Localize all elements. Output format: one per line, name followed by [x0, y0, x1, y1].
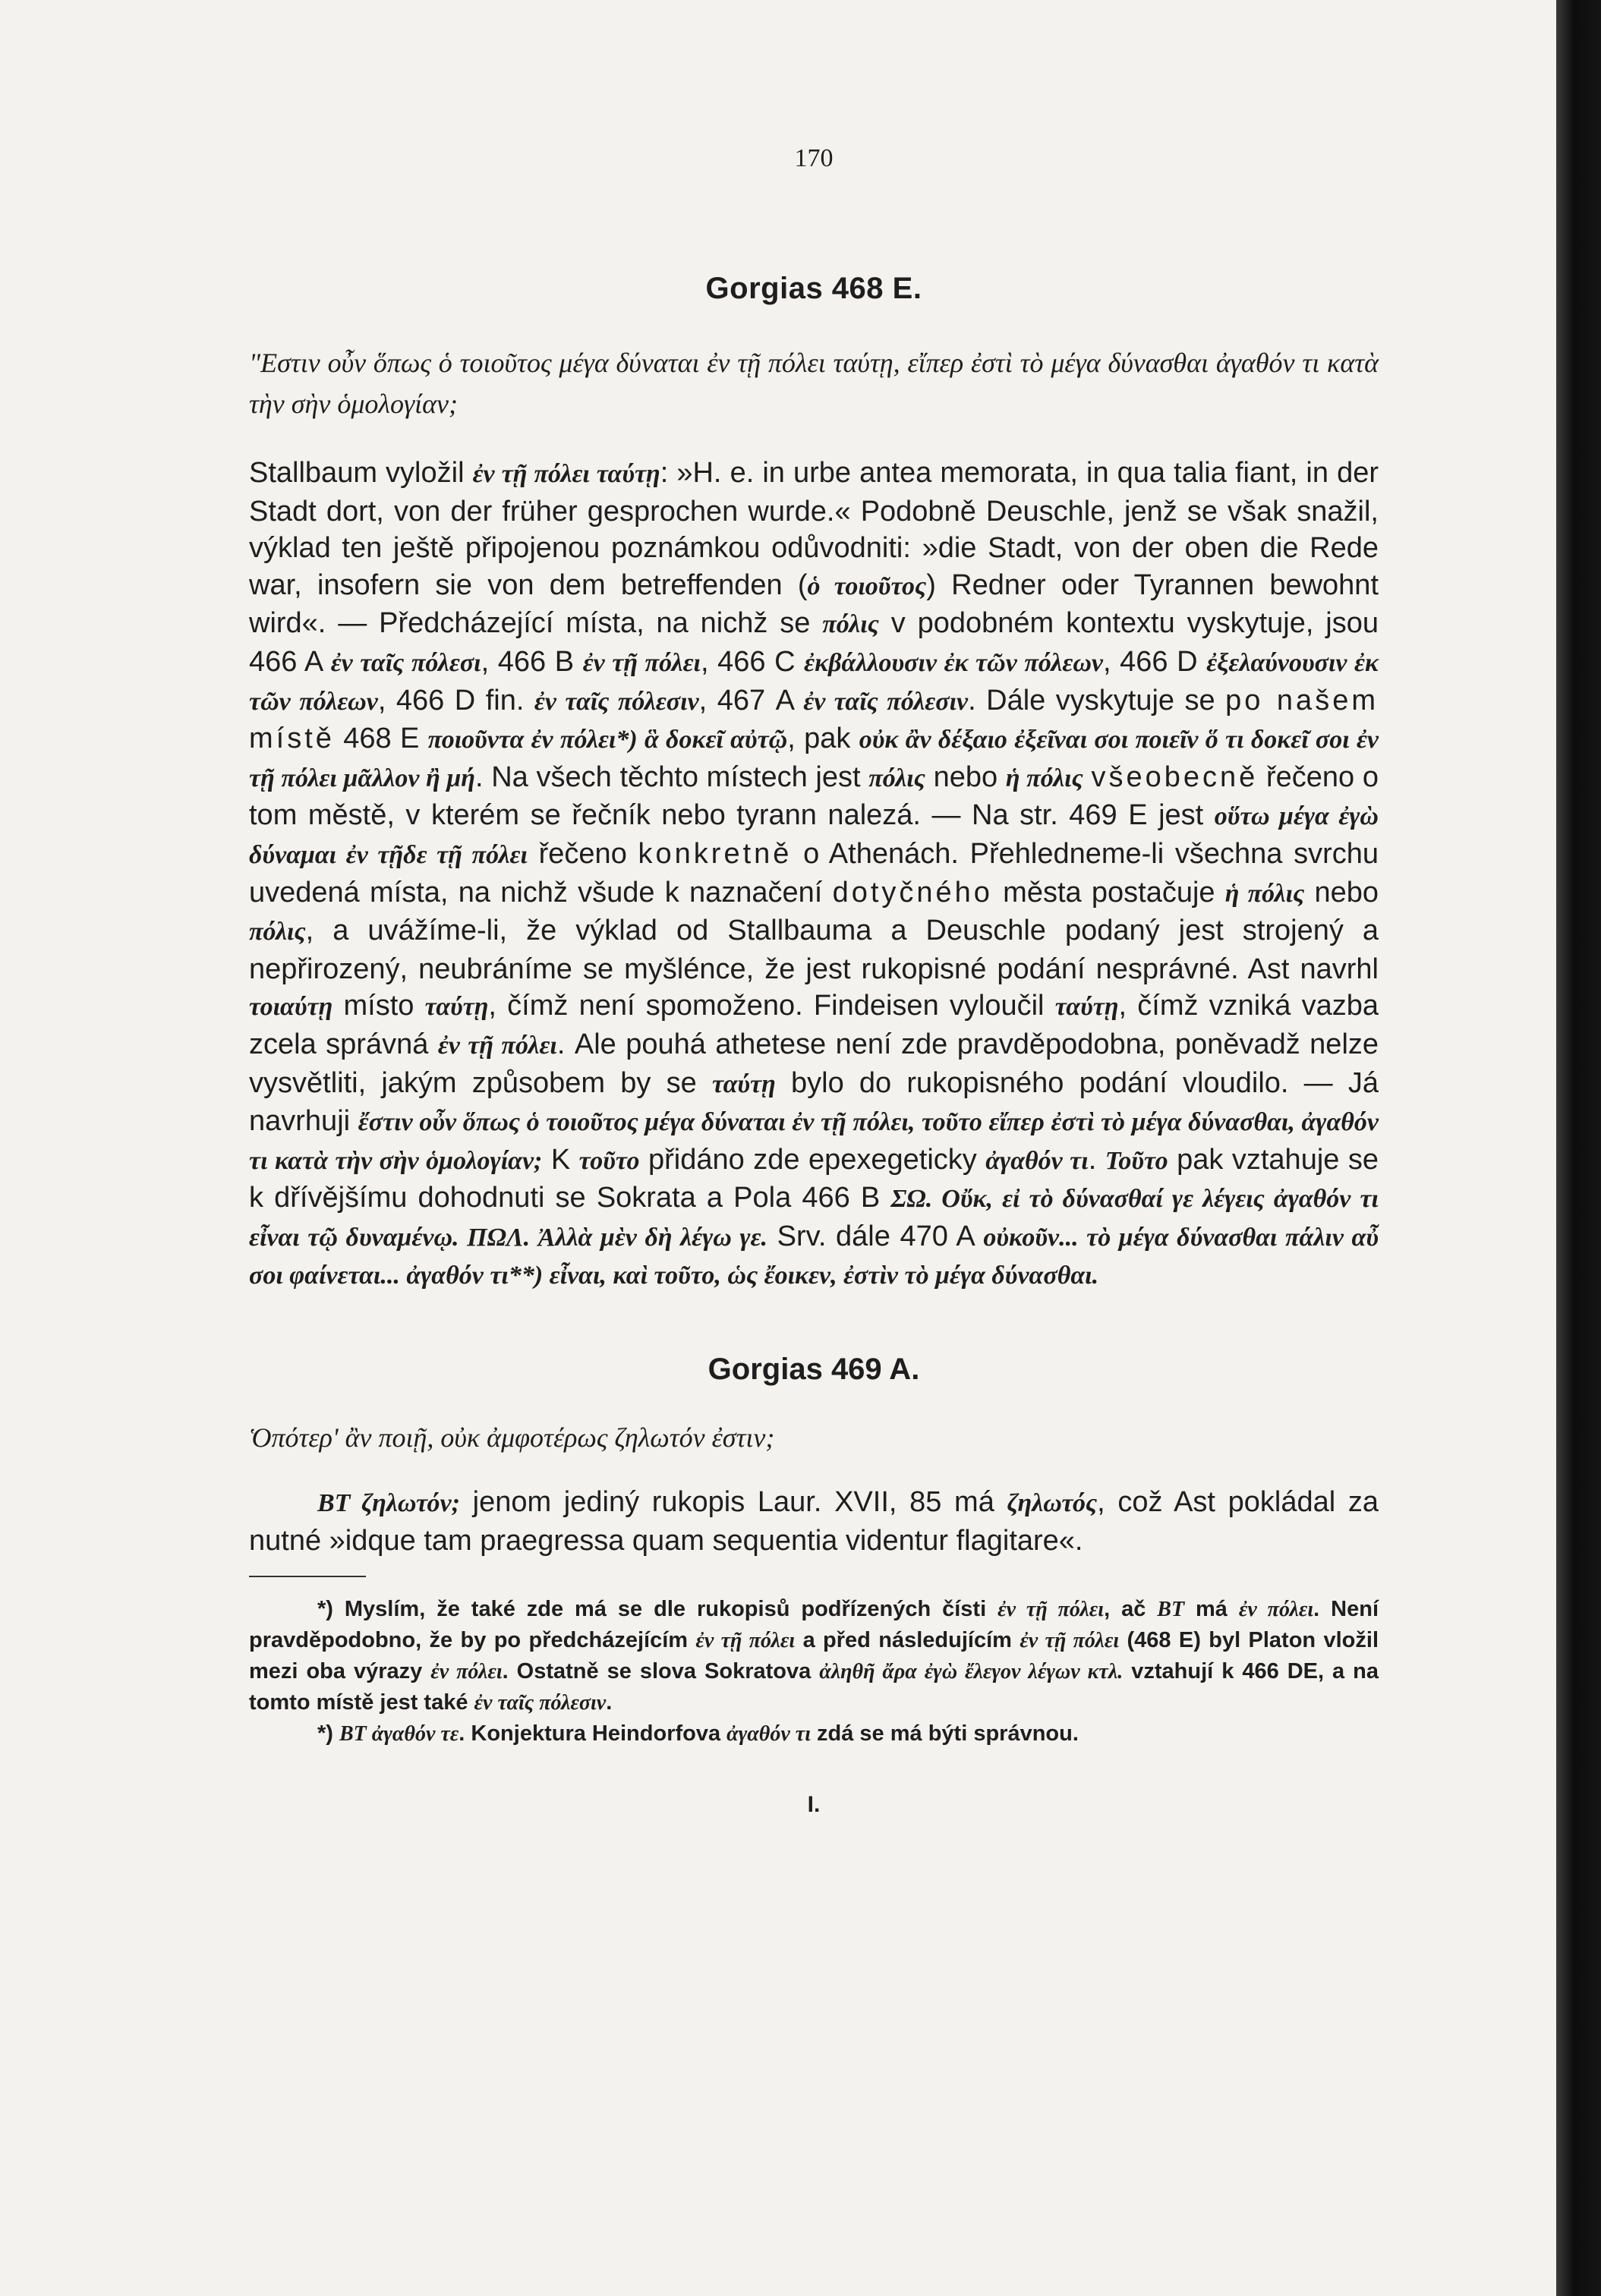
page-content: [249, 144, 1379, 1818]
footnote-divider: [249, 1576, 366, 1577]
page-edge-shadow: [1556, 0, 1601, 2296]
greek-quote: "Εστιν οὖν ὅπως ὁ τοιοῦτος μέγα δύναται ἐν τῇ πόλει ταύτῃ, εἴπερ ἐστὶ τὸ μέγα δύνασθαι ἀγαθόν τι κατὰ τὴν σὴν ὁμολογίαν;: [249, 348, 1379, 419]
commentary-paragraph: Stallbaum vyložil ἐν τῇ πόλει ταύτῃ: »H. e. in urbe antea memorata, in qua talia fiant, in der Stadt dort, von der früher gesprochen wurde.« Podobně Deuschle, jenž se však snažil, výklad ten ještě připojenou poznámkou odůvodniti: »die Stadt, von der oben die Rede war, insofern sie von dem betreffenden (ὁ τοιοῦτος) Redner oder Tyrannen bewohnt wird«. — Předcházející místa, na nichž se πόλις v podobném kontextu vyskytuje, jsou 466 A ἐν ταῖς πόλεσι, 466 B ἐν τῇ πόλει, 466 C ἐκβάλλουσιν ἐκ τῶν πόλεων, 466 D ἐξελαύνουσιν ἐκ τῶν πόλεων, 466 D fin. ἐν ταῖς πόλεσιν, 467 A ἐν ταῖς πόλεσιν. Dále vyskytuje se po našem místě 468 E ποιοῦντα ἐν πόλει*) ἃ δοκεῖ αὐτῷ, pak οὐκ ἂν δέξαιο ἐξεῖναι σοι ποιεῖν ὅ τι δοκεῖ σοι ἐν τῇ πόλει μᾶλλον ἢ μή. Na všech těchto místech jest πόλις nebo ἡ πόλις všeobecně řečeno o tom městě, v kterém se řečník nebo tyrann nalezá. — Na str. 469 E jest οὕτω μέγα ἐγὼ δύναμαι ἐν τῇδε τῇ πόλει řečeno konkretně o Athenách. Přehledneme-li všechna svrchu uvedená místa, na nichž všude k naznačení dotyčného města postačuje ἡ πόλις nebo πόλις, a uvážíme-li, že výklad od Stallbauma a Deuschle podaný jest strojený a nepřirozený, neubráníme se myšlénce, že jest rukopisné podání nesprávné. Ast navrhl τοιαύτῃ místo ταύτῃ, čímž není spomoženo. Findeisen vyloučil ταύτῃ, čímž vzniká vazba zcela správná ἐν τῇ πόλει. Ale pouhá athetese není zde pravděpodobna, poněvadž nelze vysvětliti, jakým způsobem by se ταύτῃ bylo do rukopisného podání vloudilo. — Já navrhuji ἔστιν οὖν ὅπως ὁ τοιοῦτος μέγα δύναται ἐν τῇ πόλει, τοῦτο εἴπερ ἐστὶ τὸ μέγα δύνασθαι, ἀγαθόν τι κατὰ τὴν σὴν ὁμολογίαν; K τοῦτο přidáno zde epexegeticky ἀγαθόν τι. Τοῦτο pak vztahuje se k dřívějšímu dohodnuti se Sokrata a Pola 466 B ΣΩ. Οὔκ, εἰ τὸ δύνασθαί γε λέγεις ἀγαθόν τι εἶναι τῷ δυναμένῳ. ΠΩΛ. Ἀλλὰ μὲν δὴ λέγω γε. Srv. dále 470 A οὐκοῦν... τὸ μέγα δύνασθαι πάλιν αὖ σοι φαίνεται... ἀγαθόν τι**) εἶναι, καὶ τοῦτο, ὡς ἔοικεν, ἐστὶν τὸ μέγα δύνασθαι.: [249, 457, 1379, 1290]
footnote-2: *) BT ἀγαθόν τε. Konjektura Heindorfova ἀγαθόν τι zdá se má býti správnou.: [317, 1721, 1079, 1746]
commentary-paragraph-2: BT ζηλωτόν; jenom jediný rukopis Laur. XVII, 85 má ζηλωτός, což Ast pokládal za nutné »idque tam praegressa quam sequentia videntur flagitare«.: [249, 1486, 1379, 1557]
footnote-1: *) Myslím, že také zde má se dle rukopisů podřízených čísti ἐν τῇ πόλει, ač BT má ἐν πόλει. Není pravděpodobno, že by po předcházejícím ἐν τῇ πόλει a před následujícím ἐν τῇ πόλει (468 E) byl Platon vložil mezi oba výrazy ἐν πόλει. Ostatně se slova Sokratova ἀληθῆ ἄρα ἐγὼ ἔλεγον λέγων κτλ. vztahují k 466 DE, a na tomto místě jest také ἐν ταῖς πόλεσιν.: [249, 1597, 1379, 1715]
greek-quote-2: Ὁπότερ' ἂν ποιῇ, οὐκ ἀμφοτέρως ζηλωτόν ἐστιν;: [249, 1422, 775, 1454]
signature-mark: I.: [807, 1792, 821, 1818]
page-number: 170: [794, 144, 834, 172]
section-heading-2: Gorgias 469 A.: [708, 1353, 920, 1387]
section-heading: Gorgias 468 E.: [705, 272, 922, 305]
